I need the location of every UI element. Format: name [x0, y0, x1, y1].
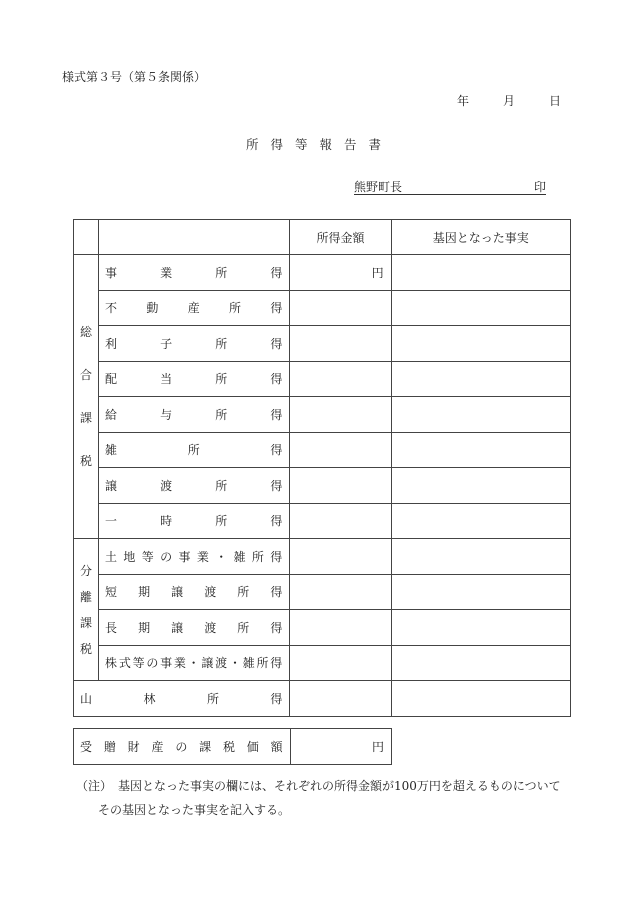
label-char: 渡: [204, 585, 217, 600]
label-char: 等: [132, 656, 145, 671]
label-char: 譲: [201, 656, 214, 671]
group-label-bunri: [74, 539, 99, 681]
fact-field[interactable]: [391, 361, 570, 397]
label-char: 所: [237, 620, 250, 635]
label-char: 所: [215, 372, 228, 387]
income-item-label: [99, 397, 290, 433]
group-label-char: 離: [80, 589, 93, 604]
label-char: 式: [118, 656, 131, 671]
amount-field[interactable]: [290, 574, 391, 610]
label-char: 給: [105, 407, 118, 422]
label-char: 配: [105, 372, 118, 387]
label-char: 得: [270, 656, 283, 671]
table-header-row: [74, 220, 571, 255]
date-month: 月: [503, 94, 516, 108]
fact-field[interactable]: [391, 290, 570, 326]
label-char: 業: [196, 549, 209, 564]
income-item-label: [99, 539, 290, 575]
label-char: ・: [187, 656, 200, 671]
date-year: 年: [457, 94, 470, 108]
label-char: 贈: [103, 740, 116, 754]
label-char: 与: [160, 407, 173, 422]
label-char: 譲: [171, 585, 184, 600]
fact-field[interactable]: [391, 574, 570, 610]
header-amount: 所得金額: [290, 220, 391, 255]
header-blank-1: [74, 220, 99, 255]
label-char: 得: [270, 691, 283, 706]
label-char: 地: [123, 549, 136, 564]
gift-amount-field[interactable]: 円: [290, 729, 391, 765]
gift-table: [73, 728, 392, 765]
amount-field[interactable]: [290, 361, 391, 397]
label-char: 得: [270, 514, 283, 529]
amount-field[interactable]: [290, 432, 391, 468]
income-item-label: [99, 574, 290, 610]
label-char: 不: [105, 301, 118, 316]
table-row: [74, 574, 571, 610]
label-char: 得: [270, 620, 283, 635]
header-fact: 基因となった事実: [391, 220, 570, 255]
label-char: 所: [215, 407, 228, 422]
label-char: 一: [105, 514, 118, 529]
fact-field[interactable]: [391, 681, 570, 717]
label-char: 価: [246, 740, 259, 754]
label-char: 渡: [215, 656, 228, 671]
fact-field[interactable]: [391, 503, 570, 539]
amount-field[interactable]: [290, 397, 391, 433]
label-char: 得: [270, 549, 283, 564]
label-char: 譲: [105, 478, 118, 493]
form-number: 様式第３号（第５条関係）: [62, 70, 207, 84]
amount-field[interactable]: [290, 290, 391, 326]
page-title: 所得等報告書: [246, 137, 394, 152]
label-char: 渡: [160, 478, 173, 493]
group-label-char: 課: [80, 615, 93, 630]
label-char: 山: [80, 691, 93, 706]
label-char: 得: [270, 478, 283, 493]
header-blank-2: [99, 220, 290, 255]
label-char: 短: [105, 585, 118, 600]
amount-field[interactable]: [290, 468, 391, 504]
label-char: の: [175, 740, 188, 754]
label-char: の: [160, 549, 173, 564]
amount-field[interactable]: 円: [290, 255, 391, 291]
table-row-forestry: [74, 681, 571, 717]
label-char: 期: [138, 585, 151, 600]
table-row: [74, 397, 571, 433]
fact-field[interactable]: [391, 397, 570, 433]
label-char: 事: [178, 549, 191, 564]
gift-row: [74, 729, 392, 765]
label-char: 業: [173, 656, 186, 671]
label-char: 所: [187, 443, 200, 458]
income-item-label: [74, 681, 290, 717]
seal-mark: 印: [533, 180, 546, 194]
label-char: 渡: [204, 620, 217, 635]
label-char: ・: [228, 656, 241, 671]
label-char: 利: [105, 336, 118, 351]
label-char: 所: [256, 656, 269, 671]
fact-field[interactable]: [391, 610, 570, 646]
income-item-label: [99, 610, 290, 646]
table-row: [74, 645, 571, 681]
label-char: 産: [187, 301, 200, 316]
group-label-char: 分: [80, 563, 93, 578]
income-item-label: [99, 468, 290, 504]
fact-field[interactable]: [391, 468, 570, 504]
date-day: 日: [549, 94, 562, 108]
label-char: 得: [270, 443, 283, 458]
label-char: 所: [215, 478, 228, 493]
label-char: 譲: [171, 620, 184, 635]
label-char: 得: [270, 585, 283, 600]
table-row: [74, 361, 571, 397]
label-char: 財: [127, 740, 140, 754]
date-field[interactable]: [457, 92, 561, 109]
label-char: 雑: [233, 549, 246, 564]
label-char: 所: [251, 549, 264, 564]
footnote-line-1: （注） 基因となった事実の欄には、それぞれの所得金額が100万円を超えるものについて: [76, 779, 561, 793]
label-char: 時: [160, 514, 173, 529]
label-char: 事: [160, 656, 173, 671]
group-label-char: 合: [80, 367, 93, 382]
table-row: [74, 468, 571, 504]
group-label-char: 総: [80, 324, 93, 339]
label-char: 所: [215, 265, 228, 280]
footnote-line-2: その基因となった事実を記入する。: [98, 803, 291, 817]
income-table: [73, 219, 571, 717]
label-char: 産: [151, 740, 164, 754]
addressee-line: [354, 178, 546, 195]
label-char: 当: [160, 372, 173, 387]
income-item-label: [99, 255, 290, 291]
table-row: [74, 432, 571, 468]
income-item-label: [99, 432, 290, 468]
label-char: ・: [215, 549, 228, 564]
fact-field[interactable]: [391, 326, 570, 362]
label-char: 得: [270, 301, 283, 316]
label-char: 所: [215, 336, 228, 351]
label-char: 林: [143, 691, 156, 706]
label-char: 業: [160, 265, 173, 280]
label-char: 雑: [105, 443, 118, 458]
label-char: 受: [80, 740, 93, 754]
label-char: 長: [105, 620, 118, 635]
label-char: 土: [105, 549, 118, 564]
label-char: 得: [270, 265, 283, 280]
label-char: 所: [229, 301, 242, 316]
label-char: 株: [105, 656, 118, 671]
label-char: 得: [270, 336, 283, 351]
fact-field[interactable]: [391, 255, 570, 291]
gift-label: [74, 729, 291, 765]
label-char: 所: [237, 585, 250, 600]
income-item-label: [99, 503, 290, 539]
fact-field[interactable]: [391, 645, 570, 681]
amount-field[interactable]: [290, 539, 391, 575]
fact-field[interactable]: [391, 539, 570, 575]
amount-field[interactable]: [290, 326, 391, 362]
group-label-char: 課: [80, 410, 93, 425]
table-row: [74, 539, 571, 575]
income-item-label: [99, 361, 290, 397]
label-char: 雑: [242, 656, 255, 671]
table-row: [74, 326, 571, 362]
label-char: 課: [199, 740, 212, 754]
table-row: [74, 290, 571, 326]
label-char: 得: [270, 407, 283, 422]
label-char: の: [146, 656, 159, 671]
table-row: [74, 255, 571, 291]
label-char: 額: [270, 740, 283, 754]
fact-field[interactable]: [391, 432, 570, 468]
label-char: 得: [270, 372, 283, 387]
label-char: 等: [141, 549, 154, 564]
label-char: 期: [138, 620, 151, 635]
income-item-label: [99, 290, 290, 326]
amount-field[interactable]: [290, 610, 391, 646]
amount-field[interactable]: [290, 503, 391, 539]
label-char: 所: [206, 691, 219, 706]
label-char: 事: [105, 265, 118, 280]
group-label-char: 税: [80, 453, 93, 468]
income-item-label: [99, 645, 290, 681]
table-row: [74, 503, 571, 539]
label-char: 子: [160, 336, 173, 351]
label-char: 税: [222, 740, 235, 754]
income-item-label: [99, 326, 290, 362]
group-label-char: 税: [80, 641, 93, 656]
amount-field[interactable]: [290, 645, 391, 681]
group-label-sogo: [74, 255, 99, 539]
table-row: [74, 610, 571, 646]
label-char: 動: [146, 301, 159, 316]
addressee: 熊野町長: [354, 180, 403, 194]
amount-field[interactable]: [290, 681, 391, 717]
footnote: [76, 774, 561, 822]
label-char: 所: [215, 514, 228, 529]
